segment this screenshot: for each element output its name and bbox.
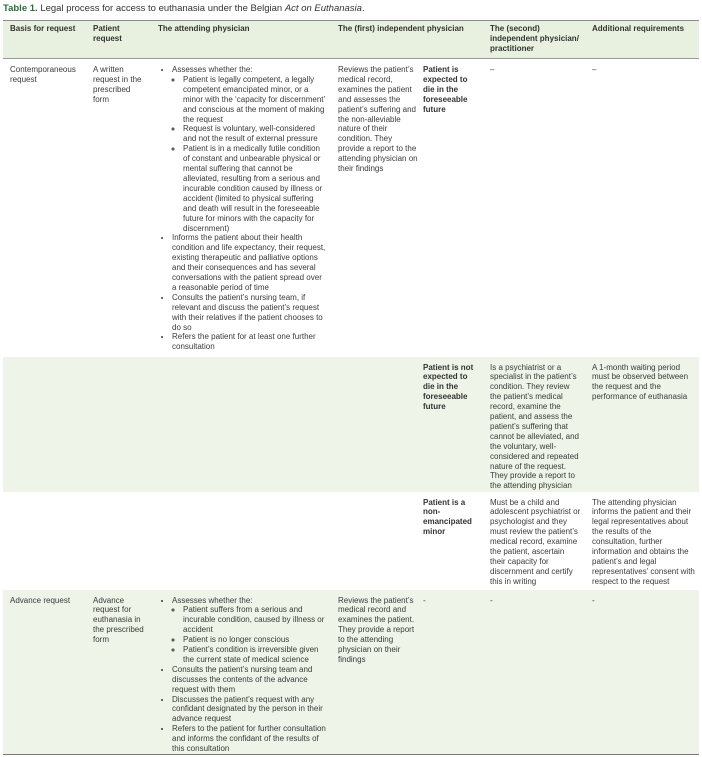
second-independent-cell: Must be a child and adolescent psychiatrist or psychologist and they must review the patient’s medical record, examine the patient, ascertain their capacity for discernment and certify this in writing: [490, 497, 581, 586]
table-row: [3, 59, 699, 357]
additional-cell: –: [592, 65, 597, 74]
col-header-additional: Additional requirements: [585, 21, 699, 59]
condition-cell: Patient is not expected to die in the foreseeable future: [423, 357, 483, 492]
patient-request-cell: A written request in the prescribed form: [93, 65, 142, 104]
table-row: [3, 357, 699, 492]
second-independent-cell: -: [483, 590, 585, 755]
condition-cell: Patient is expected to die in the foreseeable future: [423, 65, 468, 114]
attending-cell: [151, 590, 331, 755]
euthanasia-process-table: [3, 20, 699, 755]
list-item: • Informs the patient about their health condition and life expectancy, their request, existing therapeutic and palliative options and their consequences and has several conversations with the patient spread over a reasonable period of time: [172, 233, 327, 292]
additional-cell: -: [585, 590, 699, 755]
table-caption: [3, 3, 365, 14]
patient-request-cell: Advance request for euthanasia in the prescribed form: [86, 590, 151, 755]
list-item-text: Assesses whether the:: [172, 65, 253, 74]
list-item: [172, 596, 327, 665]
condition-cell: Patient is a non-emancipated minor: [423, 497, 472, 537]
list-item-text: Assesses whether the:: [172, 595, 253, 605]
list-item: ◦ Patient’s condition is irreversible given the current state of medical science: [183, 645, 327, 665]
basis-cell: Contemporaneous request: [10, 65, 76, 84]
list-item: • Discusses the patient’s request with any confidant designated by the person in their advance request: [172, 695, 327, 725]
first-independent-cell: Reviews the patient’s medical record and examines the patient. They provide a report to the attending physician on their findings: [331, 590, 423, 755]
col-header-second-independent: The (second) independent physician/ practitioner: [483, 21, 585, 59]
list-item: • Consults the patient’s nursing team and discusses the contents of the advance request with them: [172, 665, 327, 695]
col-header-basis: Basis for request: [3, 21, 86, 59]
table-label: Table 1.: [3, 3, 38, 14]
col-header-attending: The attending physician: [151, 21, 331, 59]
condition-cell: -: [423, 590, 483, 755]
list-item: ◦ Patient is legally competent, a legally competent emancipated minor, or a minor with the ‘capacity for discernment’ and conscious at the moment of making the request: [183, 75, 327, 125]
list-item: • Refers to the patient for further consultation and informs the confidant of the results of this consultation: [172, 724, 327, 754]
list-item: ◦ Request is voluntary, well-considered and not the result of external pressure: [183, 124, 327, 144]
caption-end: .: [361, 3, 365, 14]
table-row: [3, 492, 699, 590]
second-independent-cell: –: [490, 65, 495, 74]
attending-cell: [151, 59, 331, 357]
list-item: • Refers the patient for at least one further consultation: [172, 332, 327, 352]
list-item: [172, 65, 327, 233]
table-row: [3, 590, 699, 755]
col-header-patient-request: Patient request: [86, 21, 151, 59]
header-row: [3, 21, 699, 59]
first-independent-cell: Reviews the patient’s medical record, examines the patient and assesses the patient’s suffering and the non-alleviable nature of their condition. They provide a report to the attending physician on their findings: [338, 65, 418, 174]
list-item: ◦ Patient is in a medically futile condition of constant and unbearable physical or mental suffering that cannot be alleviated, resulting from a serious and incurable condition caused by illness or accident (limited to physical suffering and death will result in the foreseeable future for minors with the capacity for discernment): [183, 144, 327, 233]
basis-cell: Advance request: [3, 590, 86, 755]
additional-cell: A 1-month waiting period must be observed between the request and the performance of euthanasia: [585, 357, 699, 492]
list-item: • Consults the patient’s nursing team, if relevant and discuss the patient’s request with their relatives if the patient chooses to do so: [172, 293, 327, 333]
caption-act-name: Act on Euthanasia: [284, 3, 362, 14]
second-independent-cell: Is a psychiatrist or a specialist in the patient’s condition. They review the patient’s medical record, examine the patient, and assess the patient’s suffering that cannot be alleviated, and the voluntary, well-considered and repeated nature of the request. They provide a report to the attending physician: [483, 357, 585, 492]
col-header-first-independent: The (first) independent physician: [331, 21, 483, 59]
list-item: ◦ Patient is no longer conscious: [183, 635, 327, 645]
additional-cell: The attending physician informs the patient and their legal representatives about the results of the consultation, further information and obtains the patient’s and legal representatives’ consent with respect to the request: [592, 497, 695, 586]
list-item: ◦ Patient suffers from a serious and incurable condition, caused by illness or accident: [183, 605, 327, 635]
caption-text: Legal process for access to euthanasia under the Belgian: [40, 3, 285, 14]
